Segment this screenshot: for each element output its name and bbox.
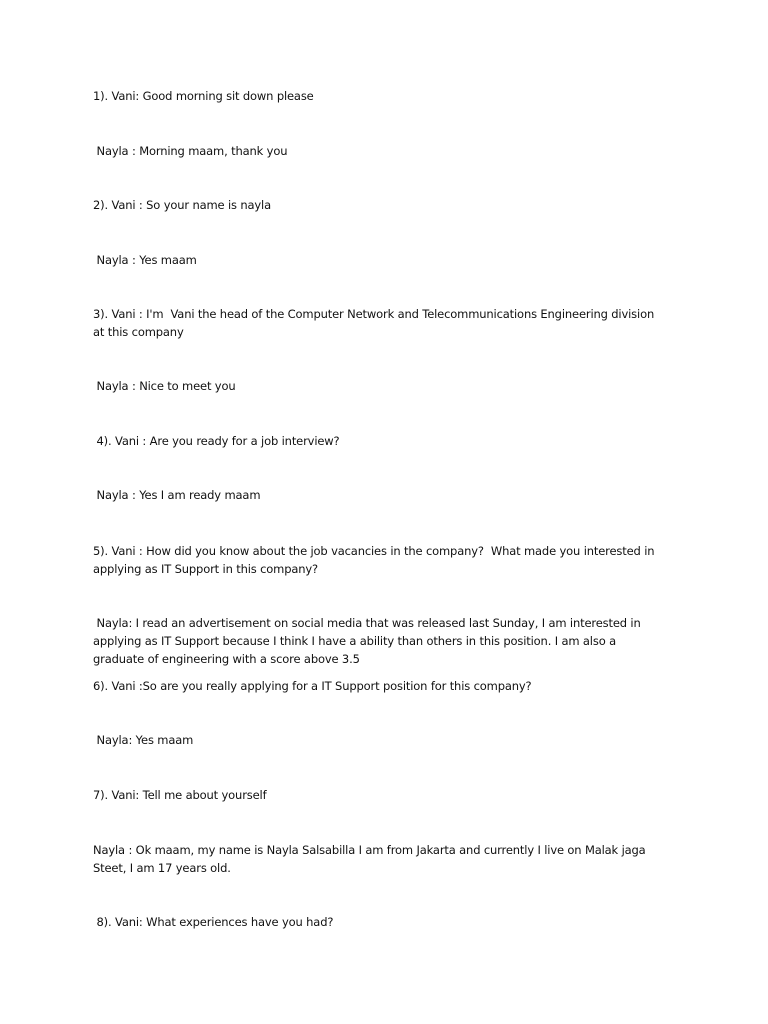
dialogue-line-1-nayla: Nayla : Morning maam, thank you xyxy=(93,144,288,158)
dialogue-line-3-vani-continued: at this company xyxy=(93,325,184,339)
dialogue-line-2-nayla: Nayla : Yes maam xyxy=(93,253,197,267)
dialogue-line-5-vani-continued: applying as IT Support in this company? xyxy=(93,562,319,576)
dialogue-line-7-nayla-continued: Steet, I am 17 years old. xyxy=(93,861,231,875)
dialogue-line-3-vani: 3). Vani : I'm Vani the head of the Computer Network and Telecommunications Engineering division xyxy=(93,307,655,321)
dialogue-line-4-nayla: Nayla : Yes I am ready maam xyxy=(93,488,261,502)
dialogue-line-5-vani: 5). Vani : How did you know about the job vacancies in the company? What made you interested in xyxy=(93,544,655,558)
dialogue-line-5-nayla-continued-2: graduate of engineering with a score above 3.5 xyxy=(93,652,360,666)
dialogue-line-7-vani: 7). Vani: Tell me about yourself xyxy=(93,788,267,802)
dialogue-line-4-vani: 4). Vani : Are you ready for a job interview? xyxy=(93,434,340,448)
dialogue-line-5-nayla-continued-1: applying as IT Support because I think I have a ability than others in this position. I am also a xyxy=(93,634,616,648)
dialogue-line-6-vani: 6). Vani :So are you really applying for a IT Support position for this company? xyxy=(93,679,532,693)
dialogue-line-6-nayla: Nayla: Yes maam xyxy=(93,733,194,747)
dialogue-line-5-nayla: Nayla: I read an advertisement on social media that was released last Sunday, I am interested in xyxy=(93,616,641,630)
dialogue-line-2-vani: 2). Vani : So your name is nayla xyxy=(93,198,272,212)
dialogue-line-7-nayla: Nayla : Ok maam, my name is Nayla Salsabilla I am from Jakarta and currently I live on Malak jaga xyxy=(93,843,646,857)
dialogue-line-3-nayla: Nayla : Nice to meet you xyxy=(93,379,236,393)
dialogue-line-8-vani: 8). Vani: What experiences have you had? xyxy=(93,915,334,929)
dialogue-line-1-vani: 1). Vani: Good morning sit down please xyxy=(93,89,314,103)
